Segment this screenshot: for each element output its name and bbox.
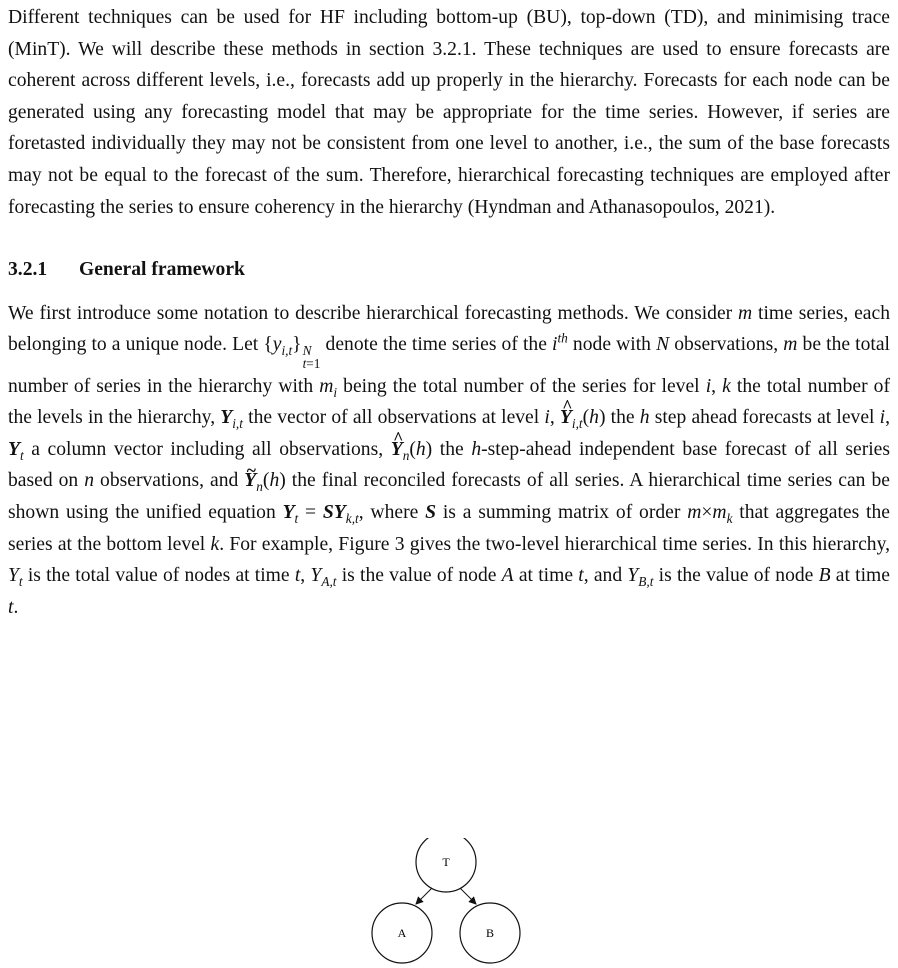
edge-root-to-b	[460, 888, 476, 904]
section-title: General framework	[79, 259, 245, 281]
notation-paragraph: We first introduce some notation to describe hierarchical forecasting methods. We consider m time series, each belonging to a unique node. Let $\{y_{i,t}\}$ N t=1 denote the time series of the $i^{th}$ node with N observations, m be the total number of series in the hierarchy with $m_i$ being the total number of the series for level i, k the total number of the levels in the hierarchy, $Y_{i,t}$ the vector of all observations at level i, ^ $Y_{i,t}(h)$ the h step ahead forecasts at level i, $Y_t$ a column vector including all observations, ^ $Y_n(h)$ the h-step-ahead independent base forecast of all series based on n observations, and ~ $Y_n(h)$ the final reconciled forecasts of all series. A hierarchical time series can be shown using the unified equation $Y_t = SY_{k,t}$, where S is a summing matrix of order $m\times m_k$ that aggregates the series at the bottom level k. For example, Figure 3 gives the two-level hierarchical time series. In this hierarchy, $Y_t$ is the total value of nodes at time t, $Y_{A,t}$ is the value of node A at time t, and $Y_{B,t}$ is the value of node B at time t.	[8, 298, 890, 624]
node-a-label: A	[397, 926, 407, 940]
node-root-label: T	[442, 855, 450, 869]
hierarchy-diagram	[0, 838, 898, 968]
edge-root-to-a	[416, 888, 432, 904]
intro-paragraph: Different techniques can be used for HF including bottom-up (BU), top-down (TD), and minimising trace (MinT). We will describe these methods in section 3.2.1. These techniques are used to ensure forecasts are coherent across different levels, i.e., forecasts add up properly in the hierarchy. Forecasts for each node can be generated using any forecasting model that may be appropriate for the time series. However, if series are foretasted individually they may not be consistent from one level to another, i.e., the sum of the base forecasts may not be equal to the forecast of the sum. Therefore, hierarchical forecasting techniques are employed after forecasting the series to ensure coherency in the hierarchy (Hyndman and Athanasopoulos, 2021).	[8, 7, 890, 218]
node-b-label: B	[485, 926, 495, 940]
section-heading	[8, 254, 890, 286]
hierarchy-figure	[0, 838, 898, 968]
section-number: 3.2.1	[8, 259, 48, 281]
document-page	[8, 0, 890, 623]
